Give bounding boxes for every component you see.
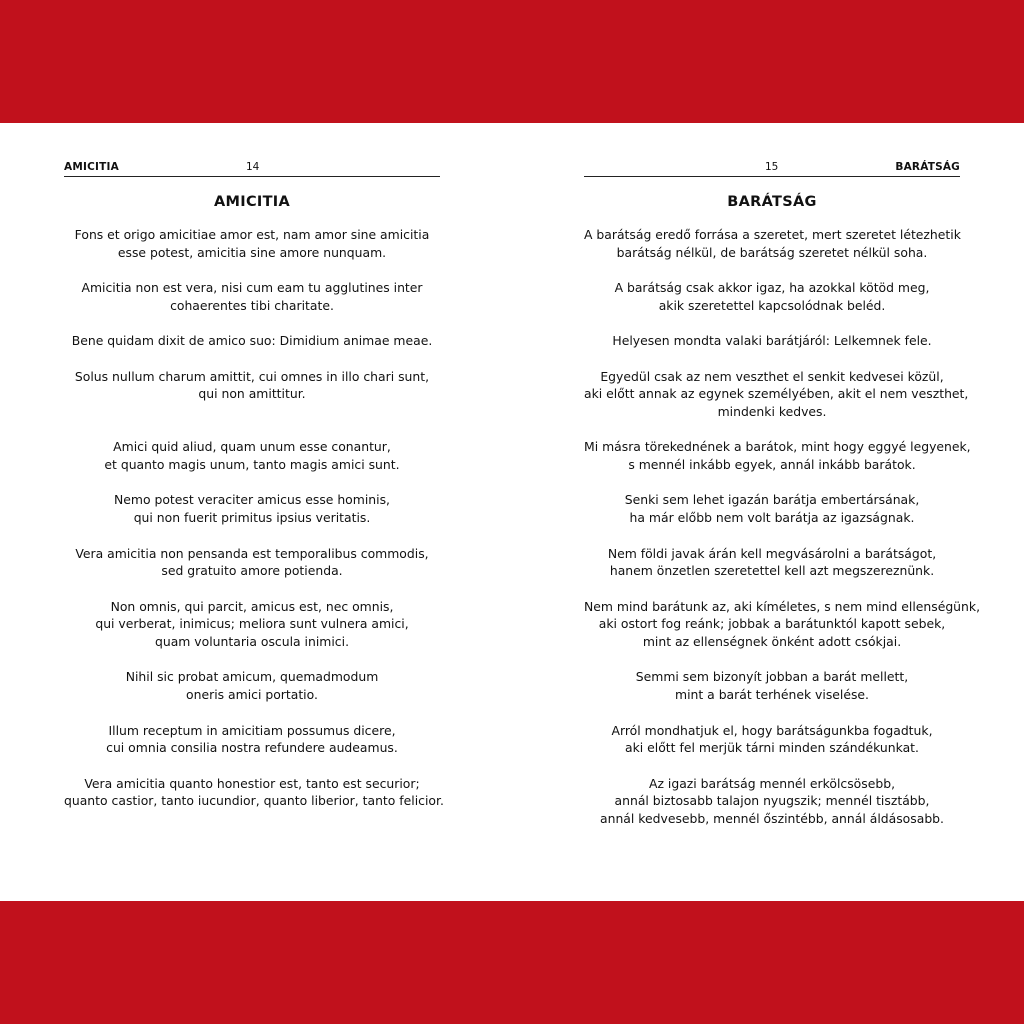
stanza-line: Nemo potest veraciter amicus esse hominis, — [114, 492, 390, 508]
stanza-line: Az igazi barátság mennél erkölcsösebb, — [648, 775, 896, 791]
left-running-title: AMICITIA — [64, 161, 119, 173]
stanza — [64, 722, 440, 757]
stanza-line: Mi másra törekednének a barátok, mint hogy eggyé legyenek, — [584, 439, 971, 455]
stanza — [584, 491, 960, 526]
stanza-line: Solus nullum charum amittit, cui omnes in illo chari sunt, — [74, 368, 430, 384]
stanza-line: sed gratuito amore potienda. — [161, 563, 343, 579]
stanza — [64, 545, 440, 580]
stanza-line: quanto castior, tanto iucundior, quanto liberior, tanto felicior. — [64, 793, 444, 809]
stanza-line: Non omnis, qui parcit, amicus est, nec omnis, — [110, 598, 394, 614]
stanza-line: mint a barát terhének viselése. — [675, 687, 869, 703]
stanza — [64, 775, 444, 810]
stanza-line: aki ostort fog reánk; jobbak a barátunktól kapott sebek, — [598, 616, 946, 632]
stanza-line: Illum receptum in amicitiam possumus dicere, — [108, 722, 396, 738]
stanza — [64, 491, 440, 526]
stanza-line: Vera amicitia quanto honestior est, tanto est securior; — [84, 775, 420, 791]
right-page-number: 15 — [765, 161, 779, 173]
stanza — [64, 598, 440, 651]
left-page-number: 14 — [246, 161, 260, 173]
stanza-line: mindenki kedves. — [717, 403, 827, 419]
stanza-line: s mennél inkább egyek, annál inkább barátok. — [628, 457, 916, 473]
stanza — [64, 368, 440, 403]
stanza — [64, 438, 440, 473]
stanza — [584, 438, 971, 473]
stanza-line: Semmi sem bizonyít jobban a barát mellett, — [635, 669, 909, 685]
left-page — [64, 158, 444, 828]
stanza-line: esse potest, amicitia sine amore nunquam. — [117, 244, 387, 260]
right-stanzas — [584, 226, 981, 828]
stanza-line: annál kedvesebb, mennél őszintébb, annál áldásosabb. — [600, 811, 944, 827]
stanza-line: qui non fuerit primitus ipsius veritatis. — [133, 510, 371, 526]
stanza — [64, 279, 440, 314]
right-running-head — [584, 158, 960, 177]
stanza — [584, 545, 960, 580]
stanza-line: Nihil sic probat amicum, quemadmodum — [125, 669, 379, 685]
stanza-line: Egyedül csak az nem veszthet el senkit kedvesei közül, — [600, 368, 944, 384]
stanza-line: Arról mondhatjuk el, hogy barátságunkba fogadtuk, — [611, 722, 933, 738]
stanza-line: Nem mind barátunk az, aki kíméletes, s nem mind ellenségünk, — [584, 598, 981, 614]
stanza-line: A barátság eredő forrása a szeretet, mert szeretet létezhetik — [584, 227, 961, 242]
left-page-title: AMICITIA — [214, 194, 290, 210]
stanza-line: akik szeretettel kapcsolódnak beléd. — [658, 297, 886, 313]
stanza-line: quam voluntaria oscula inimici. — [154, 634, 350, 650]
stanza-line: Helyesen mondta valaki barátjáról: Lelkemnek fele. — [612, 333, 932, 349]
stanza — [584, 368, 969, 421]
stanza-line: hanem önzetlen szeretettel kell azt megszereznünk. — [609, 563, 935, 579]
stanza-line: qui verberat, inimicus; meliora sunt vulnera amici, — [95, 616, 409, 632]
stanza-line: Senki sem lehet igazán barátja embertársának, — [624, 492, 920, 508]
stanza-line: Nem földi javak árán kell megvásárolni a barátságot, — [607, 545, 937, 561]
stanza-line: oneris amici portatio. — [186, 687, 318, 703]
stanza — [584, 598, 981, 651]
stanza-line: Fons et origo amicitiae amor est, nam amor sine amicitia — [74, 227, 430, 242]
stanza-line: et quanto magis unum, tanto magis amici sunt. — [104, 457, 400, 473]
stanza-line: Bene quidam dixit de amico suo: Dimidium animae meae. — [71, 333, 433, 349]
stanza-line: Vera amicitia non pensanda est temporalibus commodis, — [75, 545, 429, 561]
bottom-red-band — [0, 901, 1024, 1024]
stanza-line: aki előtt annak az egynek személyében, akit el nem veszthet, — [584, 386, 969, 402]
stanza-line: barátság nélkül, de barátság szeretet nélkül soha. — [616, 244, 928, 260]
left-running-head — [64, 158, 440, 177]
stanza-line: Amici quid aliud, quam unum esse conantur, — [113, 439, 391, 455]
stanza-line: Amicitia non est vera, nisi cum eam tu agglutines inter — [81, 280, 423, 296]
right-page — [584, 158, 981, 845]
stanza — [584, 332, 960, 350]
stanza-line: cui omnia consilia nostra refundere audeamus. — [106, 740, 398, 756]
stanza-line: mint az ellenségnek önként adott csókjai. — [642, 634, 902, 650]
stanza — [584, 668, 960, 703]
stanza — [584, 722, 960, 757]
stanza — [584, 775, 960, 828]
stanza-line: qui non amittitur. — [198, 386, 306, 402]
stanza — [584, 279, 960, 314]
stanza — [64, 668, 440, 703]
stanza — [64, 332, 440, 350]
stanza-line: cohaerentes tibi charitate. — [170, 297, 334, 313]
left-stanzas — [64, 226, 444, 810]
stanza-line: annál biztosabb talajon nyugszik; mennél tisztább, — [614, 793, 930, 809]
top-red-band — [0, 0, 1024, 123]
stanza — [584, 226, 960, 261]
right-running-title: BARÁTSÁG — [895, 161, 960, 173]
stanza — [64, 226, 440, 261]
stanza-line: ha már előbb nem volt barátja az igazságnak. — [629, 510, 915, 526]
right-page-title: BARÁTSÁG — [727, 194, 817, 210]
stanza-line: aki előtt fel merjük tárni minden szándékunkat. — [625, 740, 919, 756]
stanza-line: A barátság csak akkor igaz, ha azokkal kötöd meg, — [614, 280, 930, 296]
